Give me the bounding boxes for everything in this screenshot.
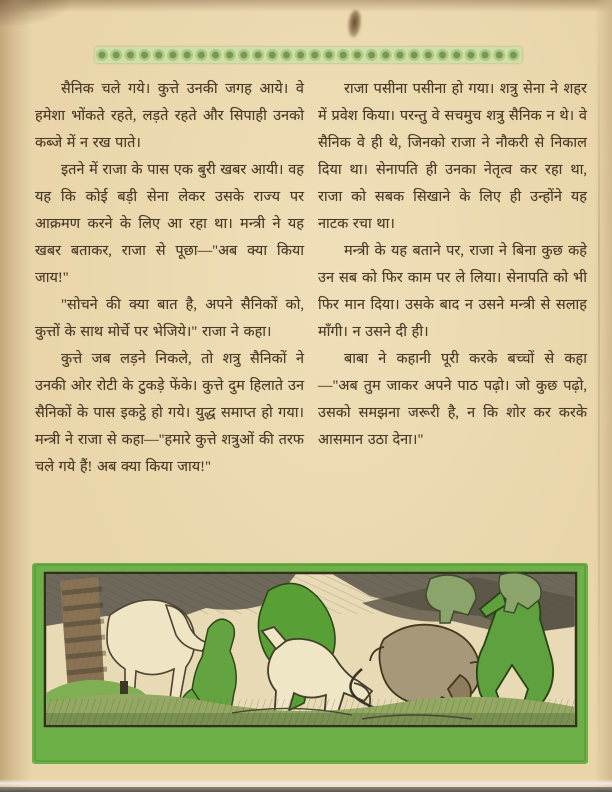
page-bottom-strip bbox=[0, 779, 612, 787]
page-right-edge bbox=[598, 0, 600, 792]
paragraph: "सोचने की क्या बात है, अपने सैनिकों को, कुत्तों के साथ मोर्चे पर भेजिये।" राजा ने कहा। bbox=[35, 297, 304, 340]
art-panel bbox=[45, 573, 576, 726]
story-illustration bbox=[32, 563, 588, 764]
dot-chain-border bbox=[95, 47, 522, 63]
paragraph: कुत्ते जब लड़ने निकले, तो शत्रु सैनिकों ने उनकी ओर रोटी के टुकड़े फेंके। कुत्ते दुम हिलाते उन सैनिकों के पास इकट्ठे हो गये। युद्ध समाप्त हो गया। मन्त्री ने राजा से कहा—"हमारे कुत्ते शत्रुओं की तरफ चले गये हैं! अब क्या किया जाय!" bbox=[35, 351, 304, 475]
paragraph: बाबा ने कहानी पूरी करके बच्चों से कहा—"अब तुम जाकर अपने पाठ पढ़ो। जो कुछ पढ़ो, उसको समझना जरूरी है, न कि शोर कर करके आसमान उठा देना।" bbox=[318, 351, 587, 448]
ink-smudge bbox=[347, 9, 363, 38]
page-corner-shadow bbox=[0, 0, 70, 26]
paragraph: सैनिक चले गये। कुत्ते उनकी जगह आये। वे हमेशा भोंकते रहते, लड़ते रहते और सिपाही उनको कब्जे में न रख पाते। bbox=[35, 81, 304, 151]
right-column bbox=[318, 76, 587, 481]
paragraph: इतने में राजा के पास एक बुरी खबर आयी। वह यह कि कोई बड़ी सेना लेकर उसके राज्य पर आक्रमण करने के लिए आ रहा था। मन्त्री ने यह खबर बताकर, राजा से पूछा—"अब क्या किया जाय!" bbox=[35, 162, 304, 286]
paragraph: राजा पसीना पसीना हो गया। शत्रु सेना ने शहर में प्रवेश किया। परन्तु वे सचमुच शत्रु सैनिक न थे। वे सैनिक वे ही थे, जिनको राजा ने नौकरी से निकाल दिया था। सेनापति ही उनका नेतृत्व कर रहा था, राजा को सबक सिखाने के लिए ही उन्होंने यह नाटक रचा था। bbox=[318, 81, 587, 232]
left-column bbox=[35, 76, 304, 481]
paragraph: मन्त्री के यह बताने पर, राजा ने बिना कुछ कहे उन सब को फिर काम पर ले लिया। सेनापति को भी फिर मान दिया। उसके बाद न उसने मन्त्री से सलाह माँगी। न उसने दी ही। bbox=[318, 243, 587, 340]
story-text bbox=[35, 76, 588, 481]
page-bottom-edge bbox=[0, 787, 612, 792]
